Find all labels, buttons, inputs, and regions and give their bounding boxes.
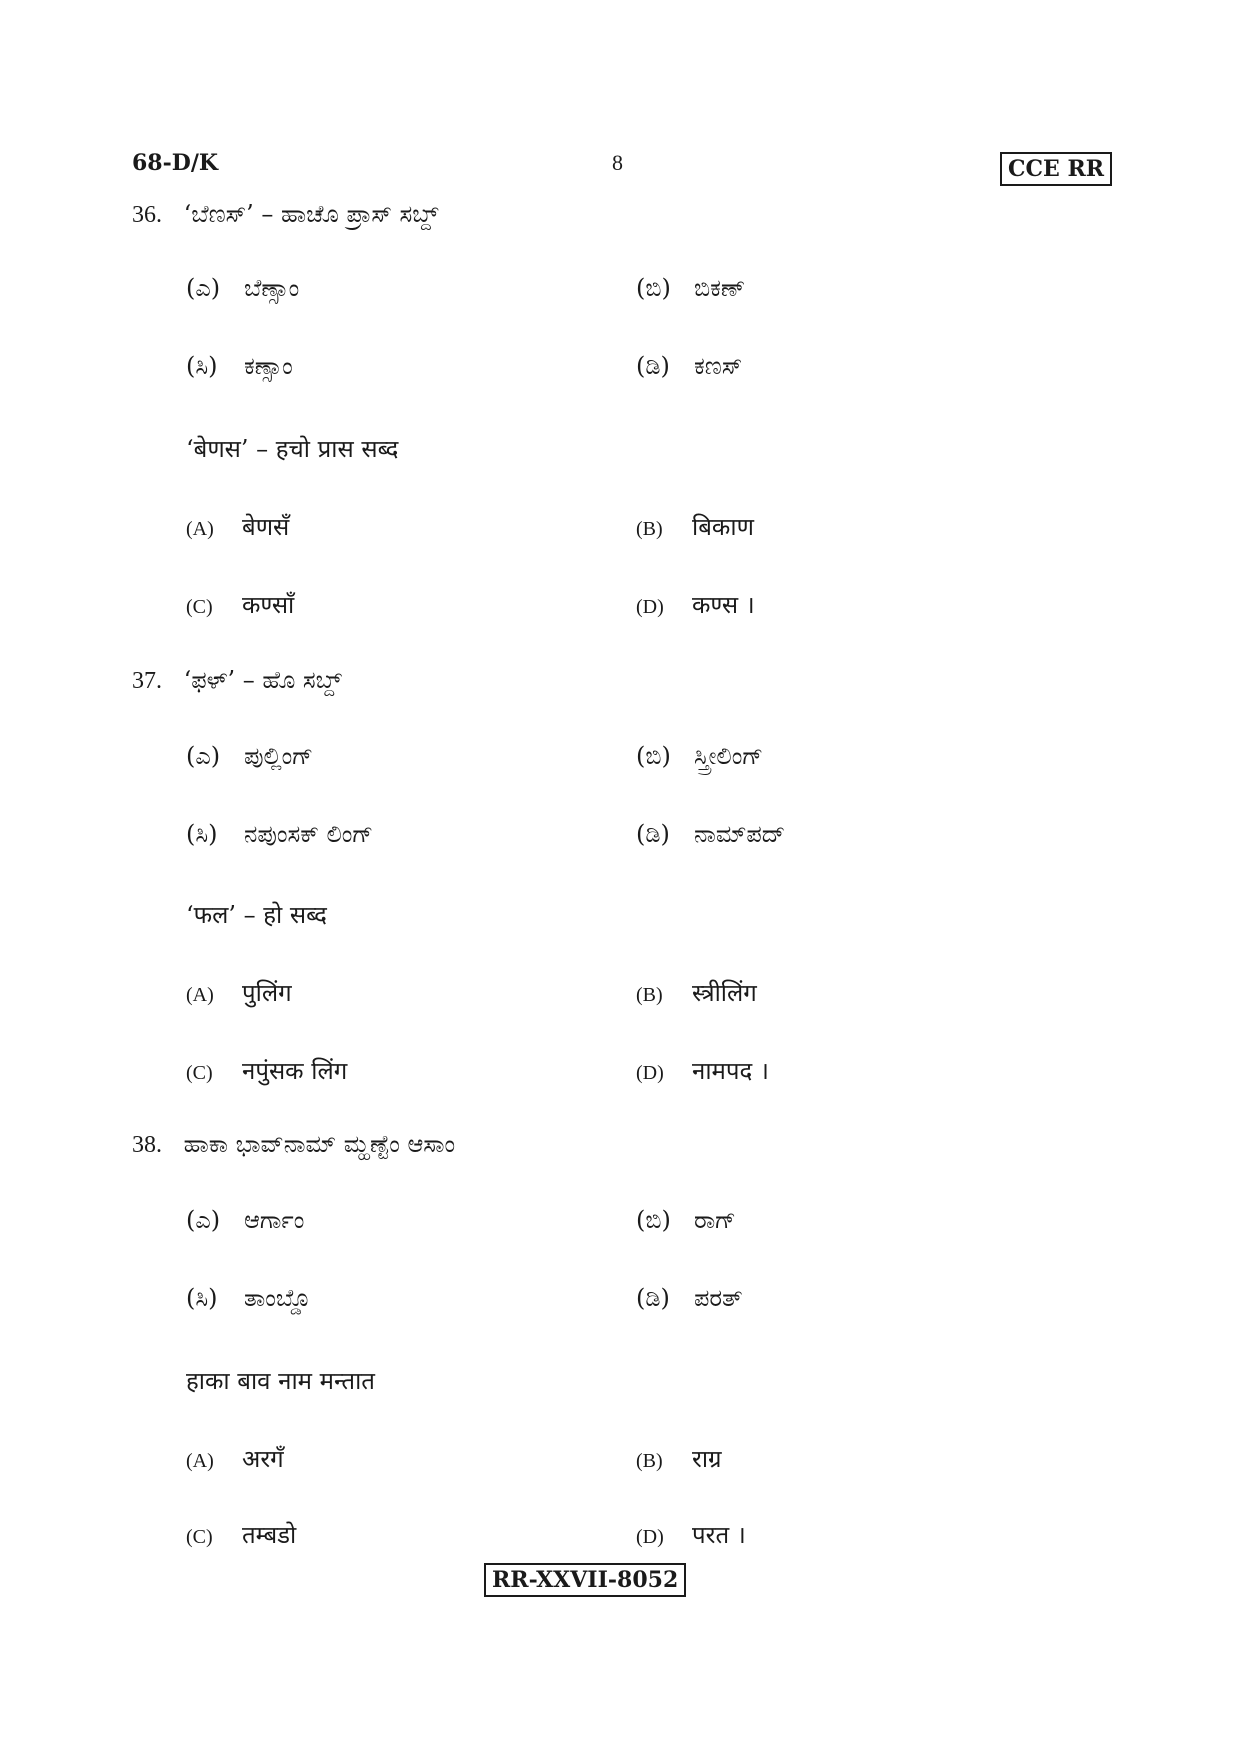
option-text: ಬೆಣ್ಸಾಂ: [244, 274, 300, 302]
option-label: (ಡಿ): [636, 1284, 670, 1312]
option-text: बिकाण: [692, 513, 754, 541]
question-number: 38.: [132, 1132, 162, 1158]
option-text: बेणसँ: [242, 513, 290, 541]
option-text: ನಪುಂಸಕ್ ಲಿಂಗ್: [244, 820, 374, 848]
option-d-kannada: [636, 1284, 743, 1312]
option-label: (D): [636, 1526, 664, 1548]
option-b-devanagari: [636, 976, 757, 1009]
option-label: (ಸಿ): [186, 352, 218, 380]
option-text: राग्र: [692, 1445, 722, 1473]
option-label: (ಎ): [186, 274, 221, 302]
option-text: ತಾಂಬ್ಡೊ: [244, 1284, 312, 1312]
option-b-kannada: [636, 274, 745, 302]
option-text: कण्साँ: [242, 591, 295, 619]
question-number: 37.: [132, 668, 162, 694]
option-label: (C): [186, 1526, 213, 1548]
option-label: (ಡಿ): [636, 820, 670, 848]
question-36-kannada: [132, 200, 438, 229]
option-b-devanagari: [636, 510, 754, 543]
question-prompt: ‘ಫಳ್’ – ಹೊ ಸಬ್ದ್: [183, 666, 342, 694]
option-label: (D): [636, 1062, 664, 1084]
option-text: ಕಣಸ್: [694, 352, 743, 380]
option-c-devanagari: [186, 588, 294, 621]
question-prompt: ಹಾಕಾ ಭಾವ್‌ನಾಮ್ ಮ್ಹಣ್ಟೆಂ ಆಸಾಂ: [183, 1130, 456, 1158]
option-text: ಬಿಕಣ್: [694, 274, 746, 302]
option-d-kannada: [636, 352, 742, 380]
option-d-devanagari: [636, 588, 755, 621]
option-b-devanagari: [636, 1442, 722, 1475]
option-label: (ಎ): [186, 742, 221, 770]
option-label: (A): [186, 984, 214, 1006]
option-label: (ಸಿ): [186, 1284, 218, 1312]
option-text: ಸ್ತ್ರೀಲಿಂಗ್: [694, 742, 764, 770]
question-37-kannada: [132, 666, 342, 695]
option-label: (A): [186, 518, 214, 540]
option-text: तम्बडो: [242, 1521, 297, 1549]
footer-code-box: RR-XXVII-8052: [484, 1563, 686, 1597]
option-text: नामपद ।: [692, 1057, 769, 1085]
option-label: (ಬಿ): [636, 1206, 671, 1234]
option-label: (ಸಿ): [186, 820, 218, 848]
option-label: (B): [636, 518, 663, 540]
option-label: (ಎ): [186, 1206, 221, 1234]
page-number: 8: [612, 150, 623, 175]
option-text: ಪರತ್: [694, 1284, 743, 1312]
option-d-devanagari: [636, 1518, 746, 1551]
option-a-devanagari: [186, 510, 289, 543]
option-b-kannada: [636, 742, 763, 770]
option-c-devanagari: [186, 1518, 296, 1551]
option-text: स्त्रीलिंग: [692, 979, 757, 1007]
question-36-devanagari: ‘बेणस’ – हचो प्रास सब्द: [186, 435, 399, 463]
option-label: (B): [636, 984, 663, 1006]
question-number: 36.: [132, 202, 162, 228]
option-d-devanagari: [636, 1054, 769, 1087]
option-c-kannada: [186, 1284, 311, 1312]
option-c-devanagari: [186, 1054, 347, 1087]
option-text: ಆರ್ಗಾಂ: [244, 1206, 305, 1234]
option-a-kannada: [186, 274, 299, 302]
option-text: ಪುಲ್ಲಿಂಗ್: [244, 742, 314, 770]
option-label: (A): [186, 1450, 214, 1472]
option-a-kannada: [186, 742, 313, 770]
option-label: (D): [636, 596, 664, 618]
paper-tag-box: CCE RR: [1000, 152, 1112, 186]
option-text: परत ।: [692, 1521, 746, 1549]
paper-code: 68-D/K: [132, 150, 218, 176]
option-text: नपुंसक लिंग: [242, 1057, 348, 1085]
question-38-kannada: [132, 1130, 455, 1159]
option-c-kannada: [186, 352, 293, 380]
question-prompt: ‘ಬೆಣಸ್’ – ಹಾಚೊ ಪ್ರಾಸ್ ಸಬ್ದ್: [183, 200, 439, 228]
question-37-devanagari: ‘फल’ – हो सब्द: [186, 901, 327, 929]
option-text: ನಾಮ್‌ಪದ್: [694, 820, 786, 848]
option-text: पुलिंग: [242, 979, 292, 1007]
option-text: अरगँ: [242, 1445, 284, 1473]
option-text: ಕಣ್ಸಾಂ: [244, 352, 293, 380]
option-label: (C): [186, 596, 213, 618]
option-label: (ಬಿ): [636, 742, 671, 770]
option-label: (ಡಿ): [636, 352, 670, 380]
option-a-devanagari: [186, 976, 292, 1009]
option-b-kannada: [636, 1206, 736, 1234]
option-c-kannada: [186, 820, 373, 848]
option-text: ರಾಗ್: [694, 1206, 736, 1234]
option-d-kannada: [636, 820, 785, 848]
question-38-devanagari: हाका बाव नाम मन्तात: [186, 1367, 375, 1395]
option-a-kannada: [186, 1206, 304, 1234]
option-label: (C): [186, 1062, 213, 1084]
option-text: कण्स ।: [692, 591, 755, 619]
option-a-devanagari: [186, 1442, 284, 1475]
option-label: (ಬಿ): [636, 274, 671, 302]
option-label: (B): [636, 1450, 663, 1472]
